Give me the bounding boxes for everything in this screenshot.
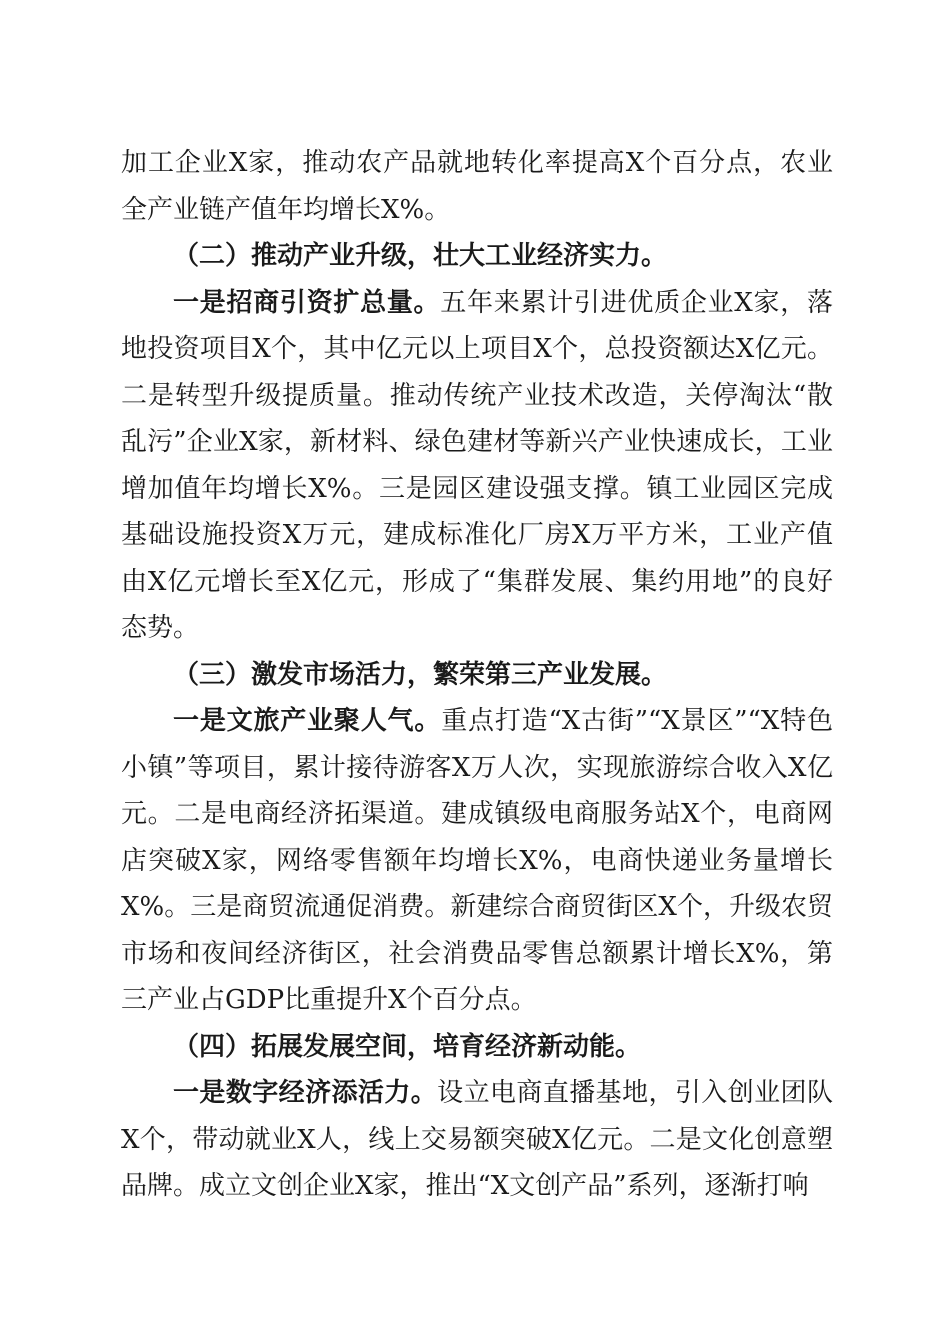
paragraph-body-tertiary: 重点打造“X古街”“X景区”“X特色小镇”等项目，累计接待游客X万人次，实现旅游综合收入X亿元。二是电商经济拓渠道。建成镇级电商服务站X个，电商网店突破X家，网络零售额年均增长X%，电商快递业务量增长X%。三是商贸流通促消费。新建综合商贸街区X个，升级农贸市场和夜间经济街区，社会消费品零售总额累计增长X%，第三产业占GDP比重提升X个百分点。 <box>121 706 833 1015</box>
paragraph-lead-investment: 一是招商引资扩总量。 <box>173 287 441 318</box>
section-heading-industry: （二）推动产业升级，壮大工业经济实力。 <box>173 241 668 271</box>
paragraph-tertiary <box>121 698 833 1024</box>
paragraph-lead-digital: 一是数字经济添活力。 <box>173 1078 438 1108</box>
paragraph-agriculture-continued: 加工企业X家，推动农产品就地转化率提高X个百分点，农业全产业链产值年均增长X%。 <box>121 148 833 225</box>
paragraph-industry <box>121 280 833 652</box>
paragraph-body-new-momentum: 设立电商直播基地，引入创业团队X个，带动就业X人，线上交易额突破X亿元。二是文化创意塑品牌。成立文创企业X家，推出“X文创产品”系列，逐渐打响 <box>121 1078 833 1201</box>
document-page <box>121 140 833 1210</box>
paragraph-new-momentum <box>121 1070 833 1210</box>
section-heading-tertiary: （三）激发市场活力，繁荣第三产业发展。 <box>173 659 668 690</box>
paragraph-body-industry: 五年来累计引进优质企业X家，落地投资项目X个，其中亿元以上项目X个，总投资额达X亿元。二是转型升级提质量。推动传统产业技术改造，关停淘汰“散乱污”企业X家，新材料、绿色建材等新兴产业快速成长，工业增加值年均增长X%。三是园区建设强支撑。镇工业园区完成基础设施投资X万元，建成标准化厂房X万平方米，工业产值由X亿元增长至X亿元，形成了“集群发展、集约用地”的良好态势。 <box>121 287 833 643</box>
paragraph-lead-tourism: 一是文旅产业聚人气。 <box>173 706 442 736</box>
section-heading-new-momentum: （四）拓展发展空间，培育经济新动能。 <box>173 1031 642 1062</box>
